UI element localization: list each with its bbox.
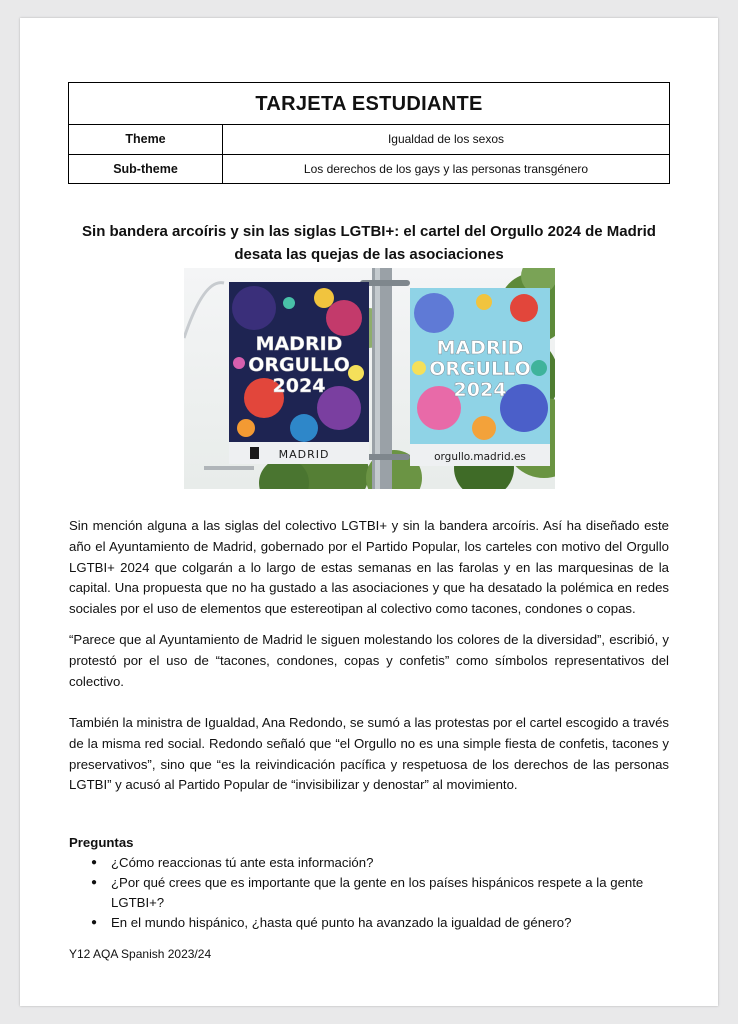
madrid-crest-icon [250,447,259,459]
bullet-icon: ● [91,917,98,928]
left-banner-footer: MADRID [278,448,330,461]
article-paragraph-3: También la ministra de Igualdad, Ana Redondo, se sumó a las protestas por el cartel escogido a través de la misma red social. Redondo señaló que “el Orgullo no es una simple fiesta de confetis, tacones y preservativos”, sino que “es la reivindicación pacífica y respetuosa de los derechos de las personas LGTBI” y acusó al Partido Popular de “invisibilizar y denostar” al movimiento. [69,715,669,793]
theme-row [69,125,669,154]
left-banner [229,282,369,464]
right-banner-line-1: MADRID [436,337,524,359]
subtheme-row [69,154,669,183]
headline-line-1: Sin bandera arcoíris y sin las siglas LGTBI+: el cartel del Orgullo 2024 de Madrid [82,223,656,240]
right-banner-line-2: ORGULLO [429,358,531,380]
theme-label: Theme [69,125,223,154]
list-item [69,913,669,933]
headline-line-2: desata las quejas de las asociaciones [234,246,504,263]
question-text: ¿Cómo reaccionas tú ante esta información? [111,855,374,870]
left-banner-line-3: 2024 [272,375,326,397]
right-banner-line-3: 2024 [453,379,507,401]
list-item [69,853,669,873]
page-footer: Y12 AQA Spanish 2023/24 [69,947,212,961]
bullet-icon: ● [91,857,98,868]
photo-illustration [184,268,555,489]
questions-heading: Preguntas [69,835,134,850]
right-banner [410,288,550,466]
right-banner-footer: orgullo.madrid.es [434,451,526,463]
pride-banners-photo [184,268,555,489]
question-text: ¿Por qué crees que es importante que la gente en los países hispánicos respete a la gente LGTBI+? [111,875,644,910]
list-item [69,873,669,913]
article-paragraph-2: “Parece que al Ayuntamiento de Madrid le siguen molestando los colores de la diversidad”, escribió, y protestó por el uso de “tacones, condones, copas y confetis” como símbolos representativos del colectivo. [69,632,669,689]
article-headline [80,220,658,266]
left-banner-line-1: MADRID [255,333,343,355]
card-title: TARJETA ESTUDIANTE [69,83,669,125]
theme-value: Igualdad de los sexos [387,132,505,146]
questions-list [69,853,669,933]
subtheme-value: Los derechos de los gays y las personas transgénero [303,162,589,176]
worksheet-page [20,18,718,1006]
left-banner-line-2: ORGULLO [248,354,350,376]
questions-section [69,833,669,933]
bullet-icon: ● [91,877,98,888]
student-card-table [68,82,670,184]
article-paragraph-1: Sin mención alguna a las siglas del colectivo LGTBI+ y sin la bandera arcoíris. Así ha diseñado este año el Ayuntamiento de Madrid, gobernado por el Partido Popular, los carteles con motivo del Orgullo LGTBI+ 2024 que colgarán a lo largo de estas semanas en las farolas y en las marquesinas de la capital. Una propuesta que no ha gustado a las asociaciones y que ha desatado la polémica en redes sociales por el uso de elementos que estereotipan al colectivo como tacones, condones o copas. [69,518,669,617]
question-text: En el mundo hispánico, ¿hasta qué punto ha avanzado la igualdad de género? [111,915,572,930]
subtheme-label: Sub-theme [69,155,223,183]
